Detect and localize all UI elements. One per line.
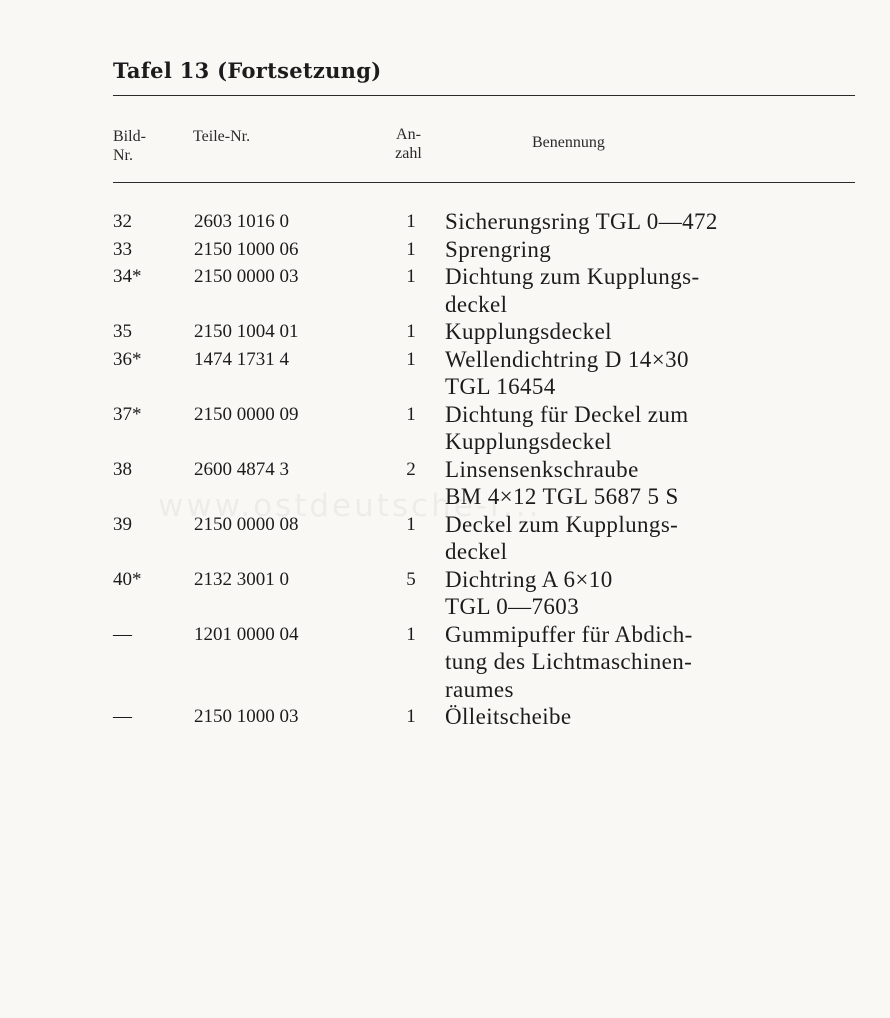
bild-nr: — <box>113 706 132 727</box>
parts-table <box>0 208 890 731</box>
anzahl: 1 <box>406 211 416 232</box>
benennung-line: TGL 16454 <box>445 374 556 399</box>
benennung-line: raumes <box>445 676 514 702</box>
anzahl: 1 <box>406 266 416 287</box>
table-row <box>0 511 890 566</box>
teile-nr: 2150 0000 08 <box>194 513 299 535</box>
bild-nr: 34* <box>113 266 142 287</box>
bild-nr: 36* <box>113 348 142 370</box>
benennung <box>445 621 865 704</box>
teile-nr: 1201 0000 04 <box>194 623 299 645</box>
benennung <box>445 318 865 346</box>
teile-nr: 2150 1000 06 <box>194 238 299 260</box>
bild-nr: 39 <box>113 513 132 535</box>
anzahl: 1 <box>406 348 416 370</box>
page-title: Tafel 13 (Fortsetzung) <box>113 58 382 83</box>
benennung <box>445 263 865 318</box>
header-bottom-rule <box>113 182 855 183</box>
teile-nr: 2150 0000 03 <box>194 266 299 287</box>
anzahl: 1 <box>406 403 416 425</box>
teile-nr: 2150 0000 09 <box>194 403 299 425</box>
anzahl: 1 <box>406 513 416 535</box>
benennung <box>445 566 865 621</box>
benennung-line: Sprengring <box>445 236 552 262</box>
benennung-line: Wellendichtring D 14×30 <box>445 346 689 372</box>
table-row <box>0 456 890 511</box>
benennung-line: deckel <box>445 539 508 564</box>
bild-nr: 40* <box>113 568 142 590</box>
benennung-line: TGL 0—7603 <box>445 594 580 619</box>
bild-nr: 38 <box>113 458 132 480</box>
bild-nr: 35 <box>113 321 132 342</box>
bild-nr: 37* <box>113 403 142 425</box>
benennung-line: Ölleitscheibe <box>445 704 572 729</box>
teile-nr: 2603 1016 0 <box>194 211 289 232</box>
header-benennung: Benennung <box>532 134 605 151</box>
table-row <box>0 621 890 704</box>
benennung <box>445 236 865 264</box>
header-bild-line-2: Nr. <box>113 147 133 164</box>
benennung <box>445 511 865 566</box>
table-row <box>0 318 890 346</box>
table-row <box>0 401 890 456</box>
anzahl: 5 <box>406 568 416 590</box>
anzahl: 1 <box>406 623 416 645</box>
teile-nr: 1474 1731 4 <box>194 348 289 370</box>
benennung-line: BM 4×12 TGL 5687 5 S <box>445 484 679 509</box>
anzahl: 1 <box>406 321 416 342</box>
benennung-line: Dichtung für Deckel zum <box>445 401 689 427</box>
teile-nr: 2150 1000 03 <box>194 706 299 727</box>
benennung-line: Linsensenkschraube <box>445 456 639 482</box>
table-row <box>0 703 890 731</box>
bild-nr: — <box>113 623 132 645</box>
benennung-line: Dichtring A 6×10 <box>445 566 613 592</box>
benennung-line: Sicherungsring TGL 0—472 <box>445 209 718 234</box>
teile-nr: 2600 4874 3 <box>194 458 289 480</box>
benennung-line: Dichtung zum Kupplungs- <box>445 264 700 289</box>
header-top-rule <box>113 95 855 96</box>
header-anzahl-line-1: An- <box>396 126 421 143</box>
benennung-line: Deckel zum Kupplungs- <box>445 511 679 537</box>
table-row <box>0 263 890 318</box>
benennung-line: Gummipuffer für Abdich- <box>445 621 693 647</box>
benennung-line: Kupplungsdeckel <box>445 429 612 454</box>
anzahl: 1 <box>406 238 416 260</box>
header-anzahl <box>381 125 436 163</box>
table-row <box>0 566 890 621</box>
benennung <box>445 703 865 731</box>
benennung <box>445 401 865 456</box>
table-row <box>0 346 890 401</box>
header-anzahl-line-2: zahl <box>395 145 422 162</box>
teile-nr: 2150 1004 01 <box>194 321 299 342</box>
header-bild-line-1: Bild- <box>113 128 146 145</box>
table-row <box>0 208 890 236</box>
benennung-line: deckel <box>445 291 508 317</box>
table-row <box>0 236 890 264</box>
header-teile-nr: Teile-Nr. <box>193 128 251 145</box>
bild-nr: 32 <box>113 211 132 232</box>
benennung-line: Kupplungsdeckel <box>445 319 612 344</box>
benennung <box>445 208 865 236</box>
benennung-line: tung des Lichtmaschinen- <box>445 649 693 674</box>
anzahl: 1 <box>406 706 416 727</box>
header-bild-nr <box>113 127 183 165</box>
anzahl: 2 <box>406 458 416 480</box>
teile-nr: 2132 3001 0 <box>194 568 289 590</box>
benennung <box>445 456 865 511</box>
bild-nr: 33 <box>113 238 132 260</box>
benennung <box>445 346 865 401</box>
